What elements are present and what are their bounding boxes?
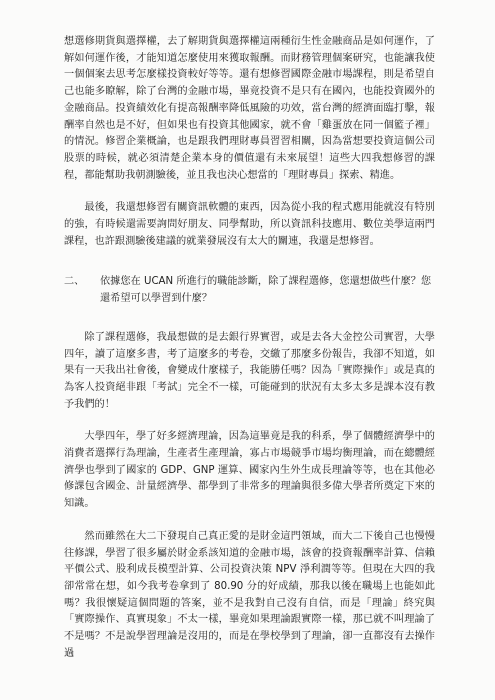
paragraph-finance-reflection: 然而雖然在大二下發現自己真正愛的是財金這門領域，而大二下後自己也慢慢往修課，學習了很多屬於財金系該知道的金融市場，該會的投資報酬率計算、信賴平價公式、股利成長模型計算、公司投資決策 NPV 淨利潤等等。但現在大四的我卻常常在想，如今我考卷拿到了 80.90 分的好成績，那我以後在職場上也能如此嗎？我很懷疑這個問題的答案，並不是我對自己沒有自信，而是「理論」終究與「實際操作、真實現象」不太一樣，畢竟如果理論跟實際一樣，那已就不叫理論了不是嗎？不是說學習理論是沒用的，而是在學校學到了理論，卻一直都沒有去操作過 [64, 530, 435, 659]
section-gap [64, 308, 435, 330]
paragraph-gap [64, 413, 435, 429]
section-gap [64, 250, 435, 274]
paragraph-gap [64, 513, 435, 529]
paragraph-course-plans: 想選修期貨與選擇權，去了解期貨與選擇權這兩種衍生性金融商品是如何運作，了解如何運作後，才能知道怎麼使用來獲取報酬。而財務管理個案研究，也能讓我使一個個案去思考怎麼樣投資較好等等。還有想修習國際金融市場課程，則是希望自己也能多瞭解，除了台灣的金融市場，畢竟投資不是只有在國內，也能投資國外的金融商品。投資績效化有提高報酬率降低風險的功效，當台灣的經濟面臨打擊，報酬率自然也是不好，但如果也有投資其他國家，就不會「雞蛋放在同一個籃子裡」的情況。修習企業概論，也是跟我們理財專員習習相關，因為當想要投資這個公司股票的時候，就必須清楚企業本身的價值還有未來展望！這些大四我想修習的課程，都能幫助我朝測驗後，並且我也決心想當的「理財專員」探索、精進。 [64, 36, 435, 181]
paragraph-gap [64, 184, 435, 200]
paragraph-economic-theory: 大學四年，學了好多經濟理論，因為這畢竟是我的科系，學了個體經濟學中的消費者選擇行為理論，生產者生產理論，寡占市場競爭市場均衡理論，而在總體經濟學也學到了國家的 GDP、GNP 運算、國家內生外生成長理論等等，也在其他必修課包含國金、計量經濟學、都學到了非常多的理論與很多偉大學者所奠定下來的知識。 [64, 431, 435, 510]
paragraph-it-courses: 最後，我還想修習有關資訊軟體的東西，因為從小我的程式應用能就沒有特別的強，有時候還需要詢問好朋友、同學幫助，所以資訊科技應用、數位美學這兩門課程，也許跟測驗後建議的就業發展沒有太大的關連，我還是想修習。 [64, 202, 435, 247]
question-text: 依據您在 UCAN 所進行的職能診斷，除了課程選修，您還想做些什麼？您還希望可以學習到什麼？ [100, 276, 432, 305]
question-two [64, 274, 435, 307]
question-number: 二、 [64, 276, 85, 288]
paragraph-internship: 除了課程選修，我最想做的是去銀行界實習，或是去各大金控公司實習，大學四年，讀了這麼多書，考了這麼多的考卷，交繳了那麼多份報告，我卻不知道，如果有一天我出社會後，會變成什麼樣子，我能勝任嗎？因為「實際操作」或是真的為客人投資絕非跟「考試」完全不一樣，可能碰到的狀況有太多太多是課本沒有教予我們的！ [64, 331, 435, 410]
